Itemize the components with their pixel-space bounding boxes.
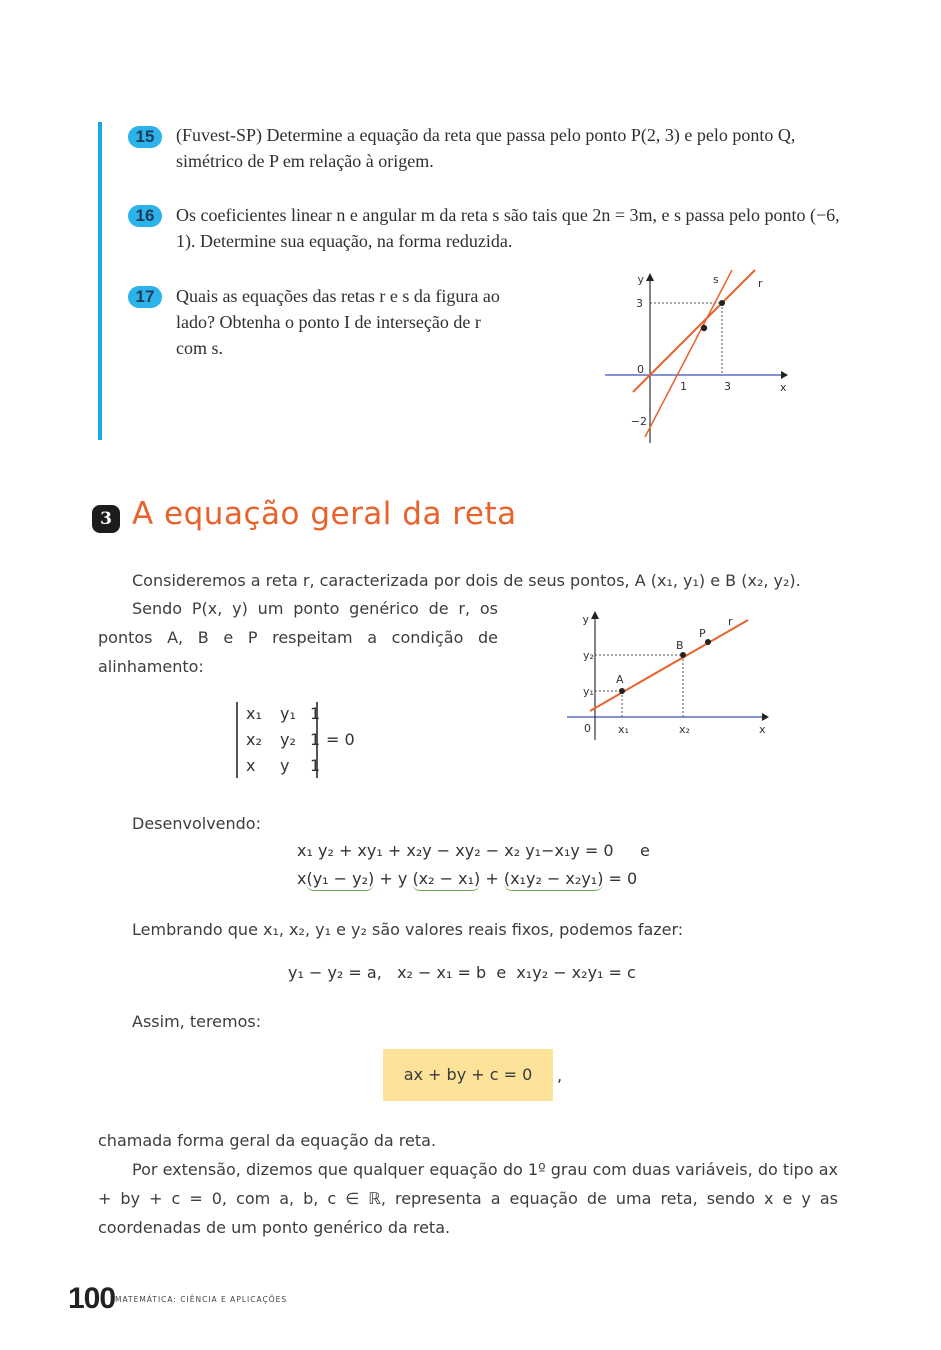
label-s: s [713,273,719,286]
eq2-group-a: (y₁ − y₂) [306,869,374,891]
tick-y2: y₂ [583,649,594,662]
tick-x1: 1 [680,380,687,393]
section-number: 3 [92,505,120,533]
exercise-17-text: Quais as equações das retas r e s da figura ao lado? Obtenha o ponto I de interseção de r com s. [176,286,500,358]
paragraph-alignment: Sendo P(x, y) um ponto genérico de r, os pontos A, B e P respeitam a condição de alinhamento: [98,599,498,676]
label-P: P [699,627,706,640]
tick-ym2: −2 [630,415,647,428]
det-cell: y₂ [280,730,296,749]
chamada-text: chamada forma geral da equação da reta. [98,1131,437,1150]
exercise-15-text: (Fuvest-SP) Determine a equação da reta que passa pelo ponto P(2, 3) e pelo ponto Q, simétrico de P em relação à origem. [176,125,796,171]
page-number: 100 [68,1282,116,1315]
det-cell: 1 [310,756,321,775]
label-B: B [676,639,684,652]
det-bar-left [236,702,238,778]
graph-line-AB [562,605,777,745]
formula-comma: , [557,1066,563,1085]
desenvolvendo-label: Desenvolvendo: [132,814,261,833]
label-origin: 0 [637,363,644,376]
eq2-prefix: x [297,869,307,888]
tick-y1: y₁ [583,685,594,698]
eq2-mid-2: + [480,869,504,888]
paragraph-intro: Consideremos a reta r, caracterizada por dois de seus pontos, A (x₁, y₁) e B (x₂, y₂). [132,571,801,590]
tick-y3: 3 [636,297,643,310]
exercise-15-number: 15 [128,126,162,148]
eq2-suffix: = 0 [603,869,638,888]
line-s [633,270,755,392]
x-axis-arrow [781,371,788,379]
label-y: y [637,273,644,286]
extensao-text: Por extensão, dizemos que qualquer equação do 1º grau com duas variáveis, do tipo ax + by + c = 0, com a, b, c ∈ ℝ, representa a equação de uma reta, sendo x e y as coordenadas de um ponto genérico da reta. [98,1160,838,1237]
det-equals: = 0 [326,730,355,749]
label-r: r [758,277,763,290]
development-equation-1-and: e [640,841,650,860]
tick-x2: x₂ [679,723,690,736]
label-x: x [759,723,766,736]
det-cell: 1 [310,704,321,723]
exercise-17-number: 17 [128,286,162,308]
point-intersection [701,325,707,331]
label-y: y [582,613,589,626]
det-cell: 1 [310,730,321,749]
x-axis-arrow [762,713,769,721]
general-equation-box: ax + by + c = 0 [383,1049,553,1101]
exercise-block-bar [98,122,102,440]
point-3-3 [719,300,725,306]
definitions-abc: y₁ − y₂ = a, x₂ − x₁ = b e x₁y₂ − x₂y₁ = c [288,963,636,982]
det-cell: x₂ [246,730,262,749]
book-title: MATEMÁTICA: CIÊNCIA E APLICAÇÕES [115,1295,288,1304]
det-cell: y [280,756,290,775]
graph-lines-r-s [595,265,795,445]
y-axis-arrow [646,273,654,281]
det-cell: x [246,756,256,775]
point-B [680,652,686,658]
label-x: x [780,381,787,394]
line-r [590,620,748,711]
section-title: A equação geral da reta [132,496,517,532]
lembrando-text: Lembrando que x₁, x₂, y₁ e y₂ são valores reais fixos, podemos fazer: [132,920,684,939]
development-equation-1: x₁ y₂ + xy₁ + x₂y − xy₂ − x₂ y₁−x₁y = 0 [297,841,614,860]
development-equation-2 [297,869,637,888]
tick-x1: x₁ [618,723,629,736]
label-r: r [728,615,733,628]
exercise-16-text: Os coeficientes linear n e angular m da reta s são tais que 2n = 3m, e s passa pelo ponto (−6, 1). Determine sua equação, na forma reduzida. [176,205,840,251]
eq2-mid-1: + y [374,869,413,888]
eq2-group-b: (x₂ − x₁) [412,869,480,891]
eq2-group-c: (x₁y₂ − x₂y₁) [504,869,604,891]
tick-x3: 3 [724,380,731,393]
point-P [705,639,711,645]
line-r [645,270,732,437]
y-axis-arrow [591,611,599,619]
point-A [619,688,625,694]
det-cell: x₁ [246,704,262,723]
label-origin: 0 [584,722,591,735]
label-A: A [616,673,624,686]
assim-text: Assim, teremos: [132,1012,262,1031]
det-cell: y₁ [280,704,296,723]
exercise-16-number: 16 [128,205,162,227]
